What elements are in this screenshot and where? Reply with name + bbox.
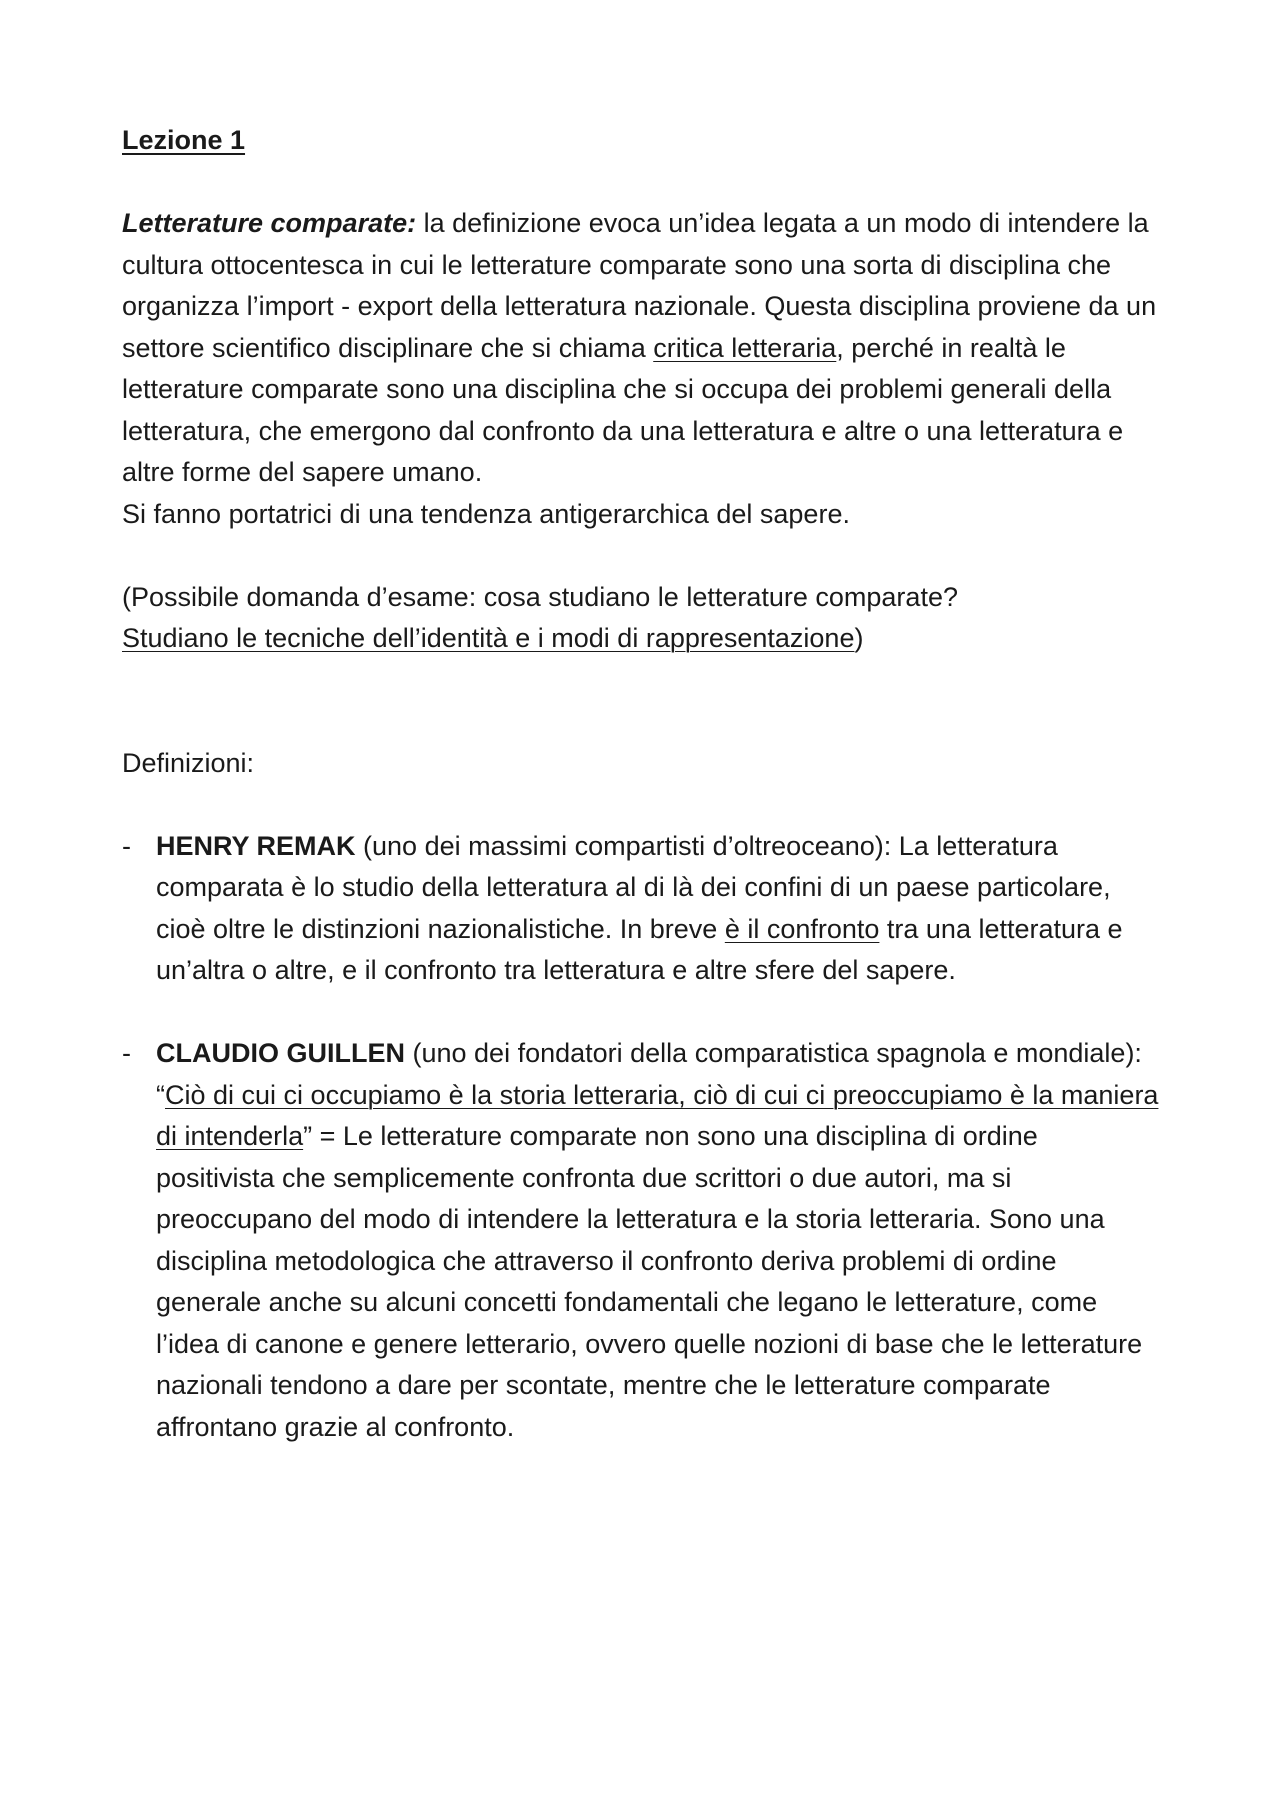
critica-letteraria-underlined: critica letteraria — [653, 332, 837, 363]
author-name: HENRY REMAK — [156, 830, 356, 861]
definition-underlined: è il confronto — [724, 913, 880, 944]
list-bullet: - — [122, 830, 131, 861]
intro-term: Letterature comparate: — [122, 208, 417, 238]
exam-answer: Studiano le tecniche dell’identità e i modi di rappresentazione — [122, 623, 855, 653]
exam-close-paren: ) — [854, 623, 864, 653]
exam-question: (Possibile domanda d’esame: cosa studiano le letterature comparate? — [122, 581, 958, 612]
intro-paragraph — [122, 203, 1162, 494]
definition-text-b: tra una letteratura e un’altra o altre, e il confronto tra letteratura e altre sfere del sapere. — [156, 913, 1123, 985]
author-name: CLAUDIO GUILLEN — [156, 1038, 405, 1068]
definition-text-b: ” = Le letterature comparate non sono una disciplina di ordine positivista che semplicemente confronta due scrittori o due autori, ma si preoccupano del modo di intendere la letteratura e la storia letteraria. Sono una disciplina metodologica che attraverso il confronto deriva problemi di ordine generale anche su alcuni concetti fondamentali che legano le letterature, come l’idea di canone e genere letterario, ovvero quelle nozioni di base che le letterature nazionali tendono a dare per scontate, mentre che le letterature comparate affrontano grazie al confronto. — [156, 1121, 1143, 1442]
definitions-heading: Definizioni: — [122, 747, 255, 778]
lesson-title: Lezione 1 — [122, 125, 246, 155]
intro-text-b: , perché in realtà le letterature comparate sono una disciplina che si occupa dei problemi generali della letteratura, che emergono dal confronto da una letteratura e altre o una letteratura e altre forme del sapere umano. — [122, 332, 1124, 487]
exam-note — [122, 577, 1162, 660]
document-page — [122, 120, 1162, 1448]
spacer — [122, 784, 1162, 826]
definition-text-a: (uno dei fondatori della comparatistica spagnola e mondiale): “ — [156, 1038, 1142, 1110]
definition-text-a: (uno dei massimi compartisti d’oltreoceano): La letteratura comparata è lo studio della letteratura al di là dei confini di un paese particolare, cioè oltre le distinzioni nazionalistiche. In breve — [156, 830, 1111, 944]
definition-item-guillen — [122, 1033, 1162, 1448]
definition-underlined: Ciò di cui ci occupiamo è la storia letteraria, ciò di cui ci preoccupiamo è la maniera di intenderla — [156, 1079, 1159, 1151]
definition-item-remak — [122, 826, 1162, 992]
spacer — [122, 162, 1162, 204]
intro-text-a: la definizione evoca un’idea legata a un modo di intendere la cultura ottocentesca in cui le letterature comparate sono una sorta di disciplina che organizza l’import - export della letteratura nazionale. Questa disciplina proviene da un settore scientifico disciplinare che si chiama — [122, 208, 1157, 363]
spacer — [122, 992, 1162, 1034]
spacer — [122, 535, 1162, 577]
list-bullet: - — [122, 1038, 131, 1068]
definitions-list — [122, 826, 1162, 1449]
intro-line-2: Si fanno portatrici di una tendenza antigerarchica del sapere. — [122, 498, 850, 529]
spacer — [122, 660, 1162, 743]
